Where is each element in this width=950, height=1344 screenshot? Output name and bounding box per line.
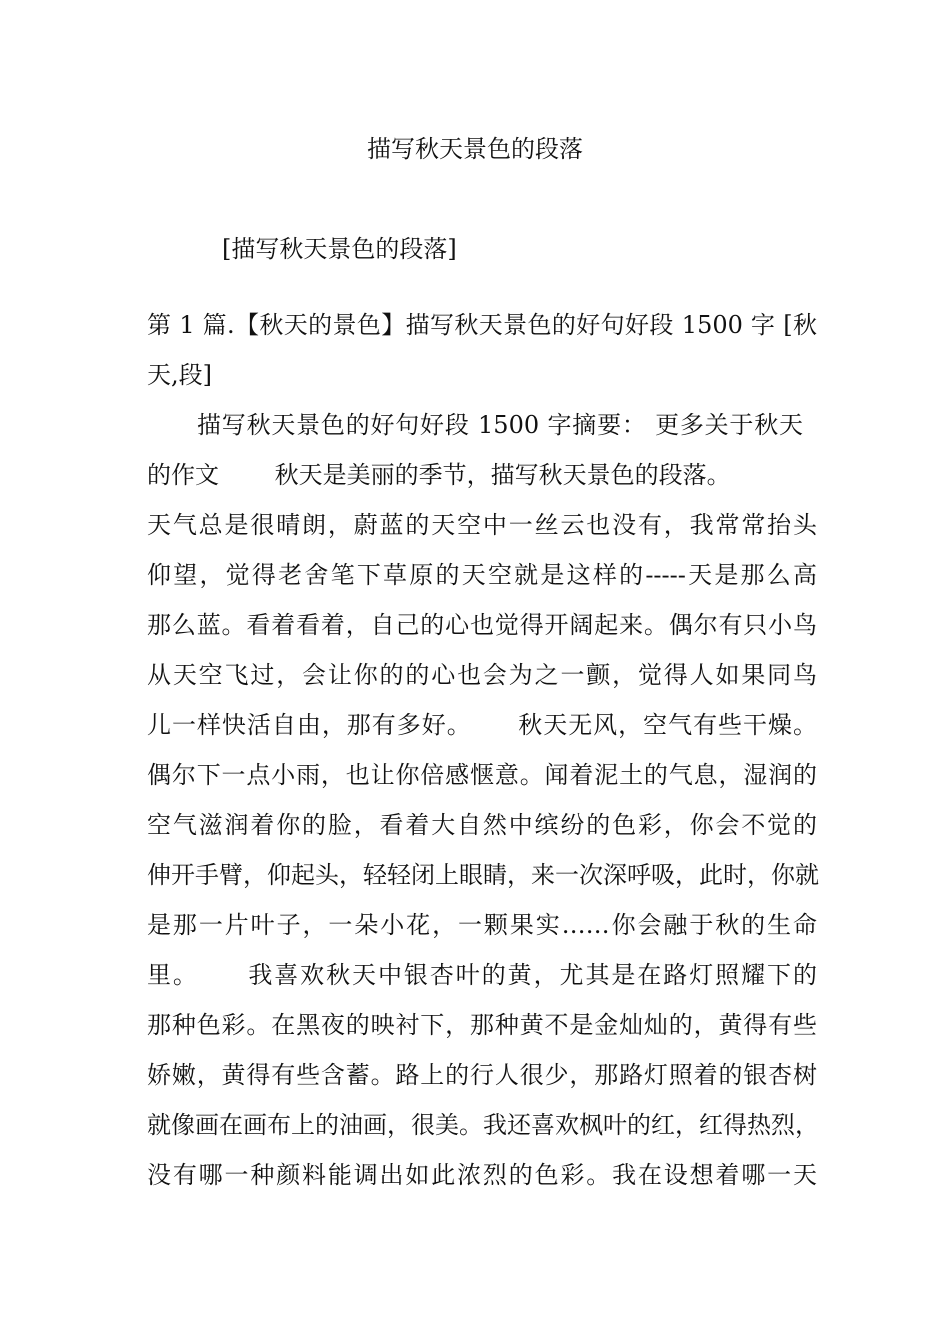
text-line: 描写秋天景色的好句好段 1500 字摘要： 更多关于秋天 [197, 411, 803, 439]
text-line: 天气总是很晴朗，蔚蓝的天空中一丝云也没有，我常常抬头 [147, 511, 817, 539]
document-title: 描写秋天景色的段落 [367, 135, 583, 163]
text-line: 第 1 篇.【秋天的景色】描写秋天景色的好句好段 1500 字 [秋 [147, 311, 817, 339]
text-line: 娇嫩，黄得有些含蓄。路上的行人很少，那路灯照着的银杏树 [147, 1061, 817, 1089]
document-subtitle: [描写秋天景色的段落] [222, 235, 457, 263]
text-line: 偶尔下一点小雨，也让你倍感惬意。闻着泥土的气息，湿润的 [147, 761, 817, 789]
text-line: 伸开手臂，仰起头，轻轻闭上眼睛，来一次深呼吸，此时，你就 [147, 861, 819, 889]
text-line: 仰望，觉得老舍笔下草原的天空就是这样的-----天是那么高 [147, 561, 817, 589]
text-line: 里。 我喜欢秋天中银杏叶的黄，尤其是在路灯照耀下的 [147, 961, 817, 989]
text-line: 儿一样快活自由，那有多好。 秋天无风，空气有些干燥。 [147, 711, 817, 739]
text-line: 从天空飞过，会让你的的心也会为之一颤，觉得人如果同鸟 [147, 661, 817, 689]
text-line: 那种色彩。在黑夜的映衬下，那种黄不是金灿灿的，黄得有些 [147, 1011, 817, 1039]
text-line: 天,段] [147, 361, 212, 389]
text-line: 就像画在画布上的油画，很美。我还喜欢枫叶的红，红得热烈， [147, 1111, 819, 1139]
text-line: 那么蓝。看着看着，自己的心也觉得开阔起来。偶尔有只小鸟 [147, 611, 817, 639]
text-line: 没有哪一种颜料能调出如此浓烈的色彩。我在设想着哪一天 [147, 1161, 817, 1189]
text-line: 的作文 秋天是美丽的季节，描写秋天景色的段落。 [147, 461, 731, 489]
text-line: 是那一片叶子，一朵小花，一颗果实……你会融于秋的生命 [147, 911, 817, 939]
text-line: 空气滋润着你的脸，看着大自然中缤纷的色彩，你会不觉的 [147, 811, 817, 839]
